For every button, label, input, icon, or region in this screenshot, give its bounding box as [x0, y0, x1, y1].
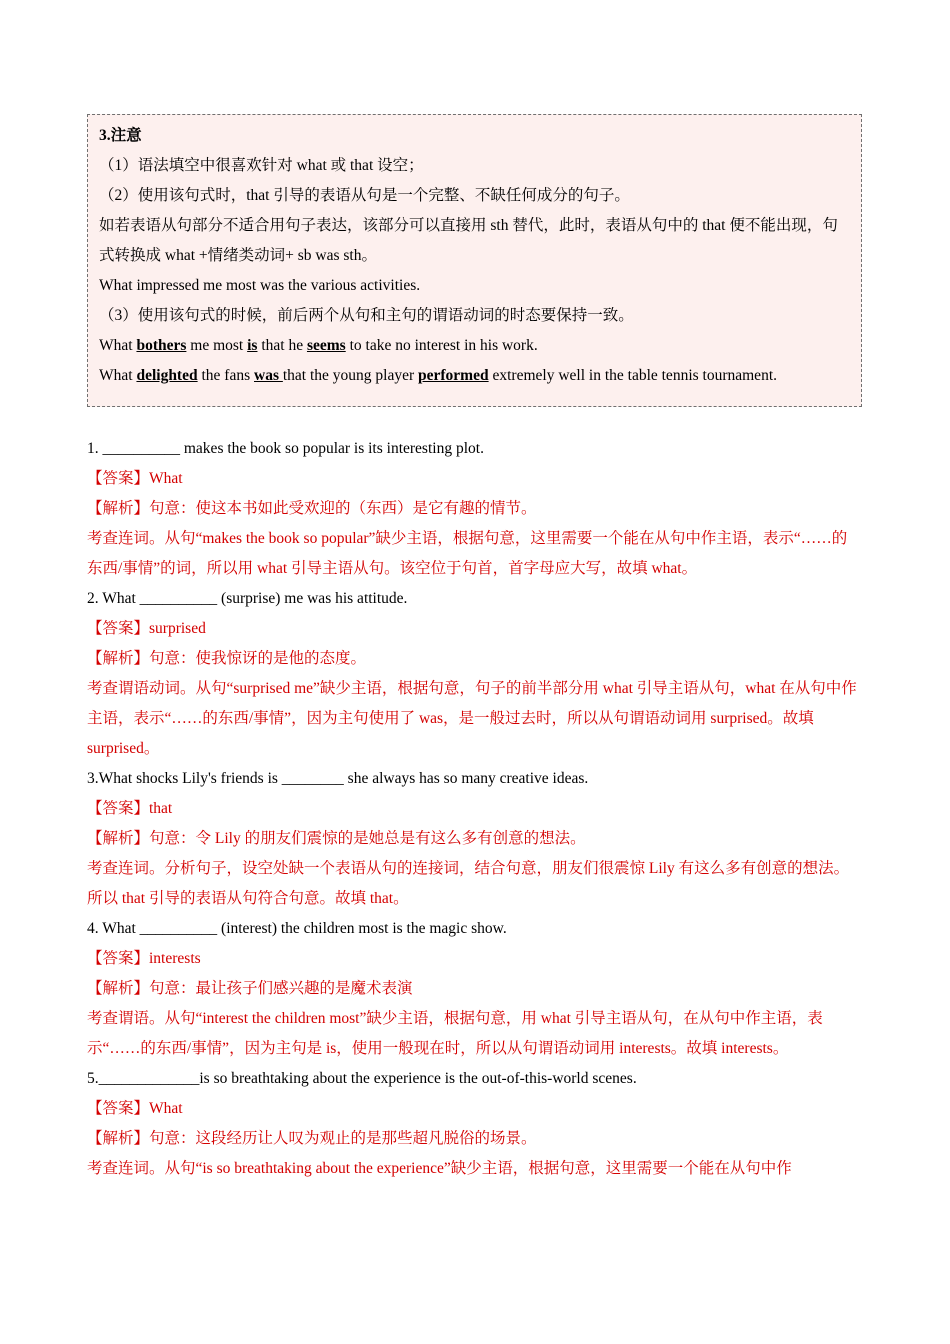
example-verb-bold: delighted: [136, 367, 198, 384]
exercise-item: [87, 914, 862, 1064]
example-verb-bold: was: [254, 367, 283, 384]
analysis-text: 考查谓语。从句“interest the children most”缺少主语，根据句意，用 what 引导主语从句，在从句中作主语，表示“……的东西/事情”，因为主句是 is，使用一般现在时，所以从句谓语动词用 interests。故填 interests。: [87, 1010, 823, 1057]
note-example-bothers: [99, 331, 850, 361]
analysis-text: 考查连词。分析句子，设空处缺一个表语从句的连接词，结合句意，朋友们很震惊 Lily 有这么多有创意的想法。所以 that 引导的表语从句符合句意。故填 that。: [87, 860, 850, 907]
analysis-text: 考查连词。从句“makes the book so popular”缺少主语，根据句意，这里需要一个能在从句中作主语，表示“……的东西/事情”的词，所以用 what 引导主语从句。该空位于句首，首字母应大写，故填 what。: [87, 530, 848, 577]
note-box: [87, 114, 862, 407]
example-verb-bold: bothers: [136, 337, 187, 354]
example-text: that the young player: [282, 367, 419, 384]
meaning-text: 【解析】句意：使我惊讶的是他的态度。: [87, 650, 367, 667]
note-example-delighted: [99, 361, 850, 391]
exercise-item: [87, 584, 862, 764]
answer-text: 【答案】surprised: [87, 620, 206, 637]
meaning-text: 【解析】句意：令 Lily 的朋友们震惊的是她总是有这么多有创意的想法。: [87, 830, 586, 847]
example-verb-bold: seems: [306, 337, 346, 354]
meaning-text: 【解析】句意：使这本书如此受欢迎的（东西）是它有趣的情节。: [87, 500, 537, 517]
exercise-list: [87, 434, 862, 1184]
example-text: extremely well in the table tennis tournament.: [488, 367, 777, 384]
example-text: me most: [186, 337, 248, 354]
analysis-text: 考查连词。从句“is so breathtaking about the experience”缺少主语，根据句意，这里需要一个能在从句中作: [87, 1160, 792, 1177]
question-text: 2. What __________ (surprise) me was his attitude.: [87, 590, 408, 607]
note-example-impressed: What impressed me most was the various activities.: [99, 277, 421, 294]
example-text: to take no interest in his work.: [345, 337, 538, 354]
exercise-item: [87, 434, 862, 584]
answer-text: 【答案】interests: [87, 950, 201, 967]
meaning-text: 【解析】句意：这段经历让人叹为观止的是那些超凡脱俗的场景。: [87, 1130, 537, 1147]
answer-text: 【答案】What: [87, 470, 183, 487]
example-text: What: [99, 367, 137, 384]
example-verb-bold: is: [247, 337, 258, 354]
example-text: that he: [257, 337, 307, 354]
question-text: 3.What shocks Lily's friends is ________ she always has so many creative ideas.: [87, 770, 589, 787]
answer-text: 【答案】that: [87, 800, 173, 817]
exercise-item: [87, 1064, 862, 1184]
note-point-3: （3）使用该句式的时候，前后两个从句和主句的谓语动词的时态要保持一致。: [99, 307, 634, 324]
meaning-text: 【解析】句意：最让孩子们感兴趣的是魔术表演: [87, 980, 413, 997]
example-text: the fans: [197, 367, 254, 384]
question-text: 4. What __________ (interest) the children most is the magic show.: [87, 920, 507, 937]
analysis-text: 考查谓语动词。从句“surprised me”缺少主语，根据句意，句子的前半部分用 what 引导主语从句，what 在从句中作主语，表示“……的东西/事情”，因为主句使用了 was，是一般过去时，所以从句谓语动词用 surprised。故填 surprised。: [87, 680, 857, 757]
answer-text: 【答案】What: [87, 1100, 183, 1117]
example-text: What: [99, 337, 137, 354]
exercise-item: [87, 764, 862, 914]
example-verb-bold: performed: [418, 367, 489, 384]
note-point-1: （1）语法填空中很喜欢针对 what 或 that 设空；: [99, 157, 424, 174]
note-explanation: 如若表语从句部分不适合用句子表达，该部分可以直接用 sth 替代，此时，表语从句中的 that 便不能出现，句式转换成 what +情绪类动词+ sb was sth。: [99, 217, 838, 264]
question-text: 5._____________is so breathtaking about the experience is the out-of-this-world scenes.: [87, 1070, 637, 1087]
question-text: 1. __________ makes the book so popular is its interesting plot.: [87, 440, 484, 457]
note-title: 3.注意: [99, 127, 142, 144]
note-point-2: （2）使用该句式时，that 引导的表语从句是一个完整、不缺任何成分的句子。: [99, 187, 630, 204]
